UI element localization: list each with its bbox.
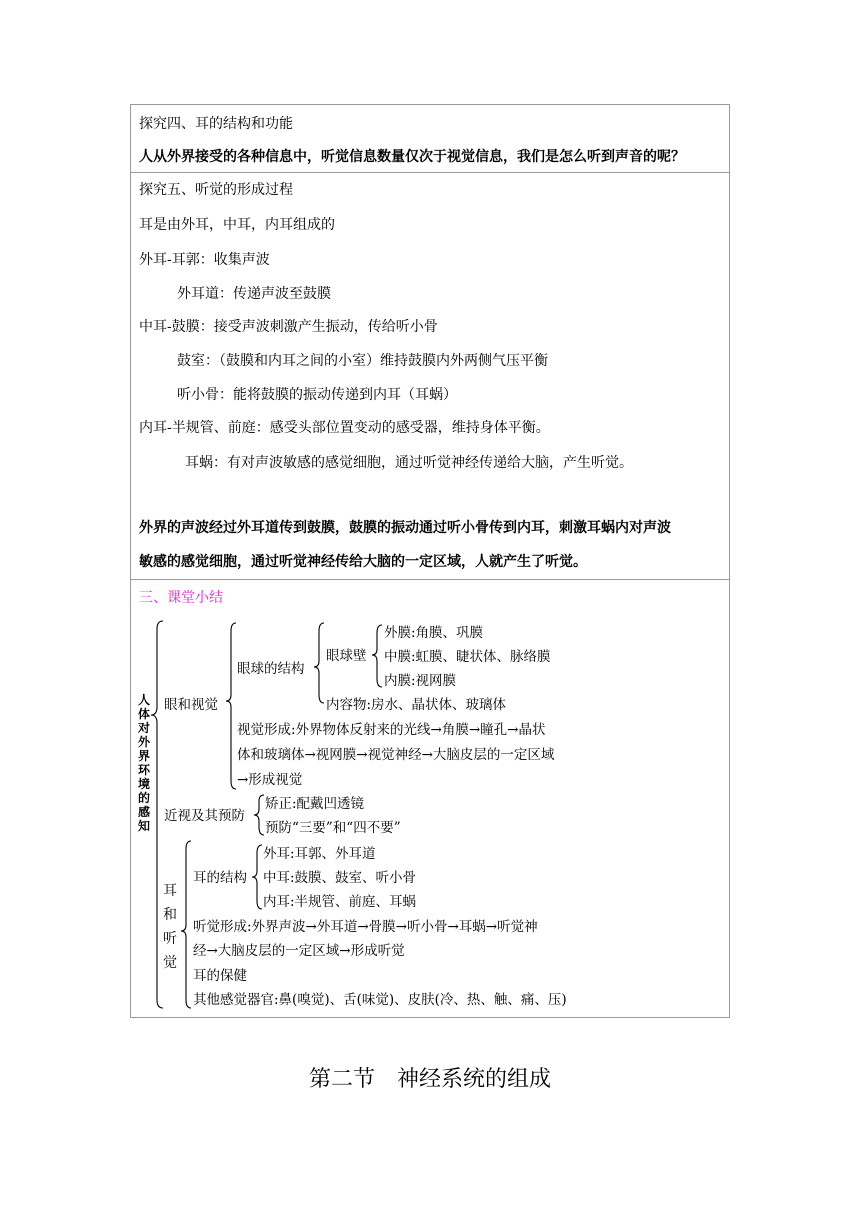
vision-formation: →形成视觉 — [237, 772, 303, 788]
section5-line: 中耳-鼓膜：接受声波刺激产生振动，传给听小骨 — [139, 319, 438, 335]
eye-wall-item: 中膜:虹膜、睫状体、脉络膜 — [384, 649, 551, 665]
ear-care: 耳的保健 — [193, 968, 247, 984]
eye-contents: 内容物:房水、晶状体、玻璃体 — [326, 697, 507, 713]
ear-structure-item: 中耳:鼓膜、鼓室、听小骨 — [263, 870, 417, 886]
eye-label: 眼和视觉 — [164, 697, 218, 713]
hearing-formation: 经→大脑皮层的一定区域→形成听觉 — [193, 943, 405, 959]
lesson-table — [130, 104, 730, 1018]
vision-formation: 视觉形成:外界物体反射来的光线→角膜→瞳孔→晶状 — [237, 722, 546, 738]
hearing-formation: 听觉形成:外界声波→外耳道→骨膜→听小骨→耳蜗→听觉神 — [193, 919, 538, 935]
section5-line: 外耳-耳郭：收集声波 — [139, 252, 270, 268]
eye-structure-label: 眼球的结构 — [237, 661, 305, 677]
ear-structure-label: 耳的结构 — [193, 870, 247, 886]
section5-conclusion: 敏感的感觉细胞，通过听觉神经传给大脑的一定区域，人就产生了听觉。 — [139, 554, 587, 570]
section5-line: 耳蜗：有对声波敏感的感觉细胞，通过听觉神经传递给大脑，产生听觉。 — [185, 455, 633, 471]
section4-question: 人从外界接受的各种信息中，听觉信息数量仅次于视觉信息，我们是怎么听到声音的呢？ — [139, 149, 685, 165]
myopia-item: 预防“三要”和“四不要” — [265, 820, 401, 836]
section5-line: 听小骨：能将鼓膜的振动传递到内耳（耳蜗） — [177, 387, 457, 403]
myopia-item: 矫正:配戴凹透镜 — [265, 796, 365, 812]
eye-wall-label: 眼球壁 — [326, 648, 367, 664]
eye-wall-item: 内膜:视网膜 — [384, 673, 457, 689]
section4-heading: 探究四、耳的结构和功能 — [139, 116, 293, 132]
summary-heading: 三、课堂小结 — [139, 590, 223, 606]
next-section-title: 第二节 神经系统的组成 — [308, 1067, 551, 1092]
summary-root-label: 人体对外界环境的感知 — [137, 693, 150, 833]
ear-structure-item: 外耳:耳郭、外耳道 — [263, 846, 376, 862]
section5-line: 外耳道：传递声波至鼓膜 — [177, 286, 331, 302]
section5-heading: 探究五、听觉的形成过程 — [139, 182, 293, 198]
section5-line: 鼓室：（鼓膜和内耳之间的小室）维持鼓膜内外两侧气压平衡 — [177, 353, 548, 369]
ear-structure-item: 内耳:半规管、前庭、耳蜗 — [263, 894, 417, 910]
eye-wall-item: 外膜:角膜、巩膜 — [384, 625, 484, 641]
other-sense-organs: 其他感觉器官:鼻(嗅觉)、舌(味觉)、皮肤(冷、热、触、痛、压) — [193, 992, 567, 1008]
vision-formation: 体和玻璃体→视网膜→视觉神经→大脑皮层的一定区域 — [237, 747, 555, 763]
section5-line: 耳是由外耳，中耳，内耳组成的 — [139, 217, 335, 233]
ear-label: 耳和听觉 — [163, 883, 177, 971]
myopia-label: 近视及其预防 — [164, 808, 245, 824]
section5-line: 内耳-半规管、前庭：感受头部位置变动的感受器，维持身体平衡。 — [139, 420, 550, 436]
section5-conclusion: 外界的声波经过外耳道传到鼓膜，鼓膜的振动通过听小骨传到内耳，刺激耳蜗内对声波 — [139, 520, 671, 536]
